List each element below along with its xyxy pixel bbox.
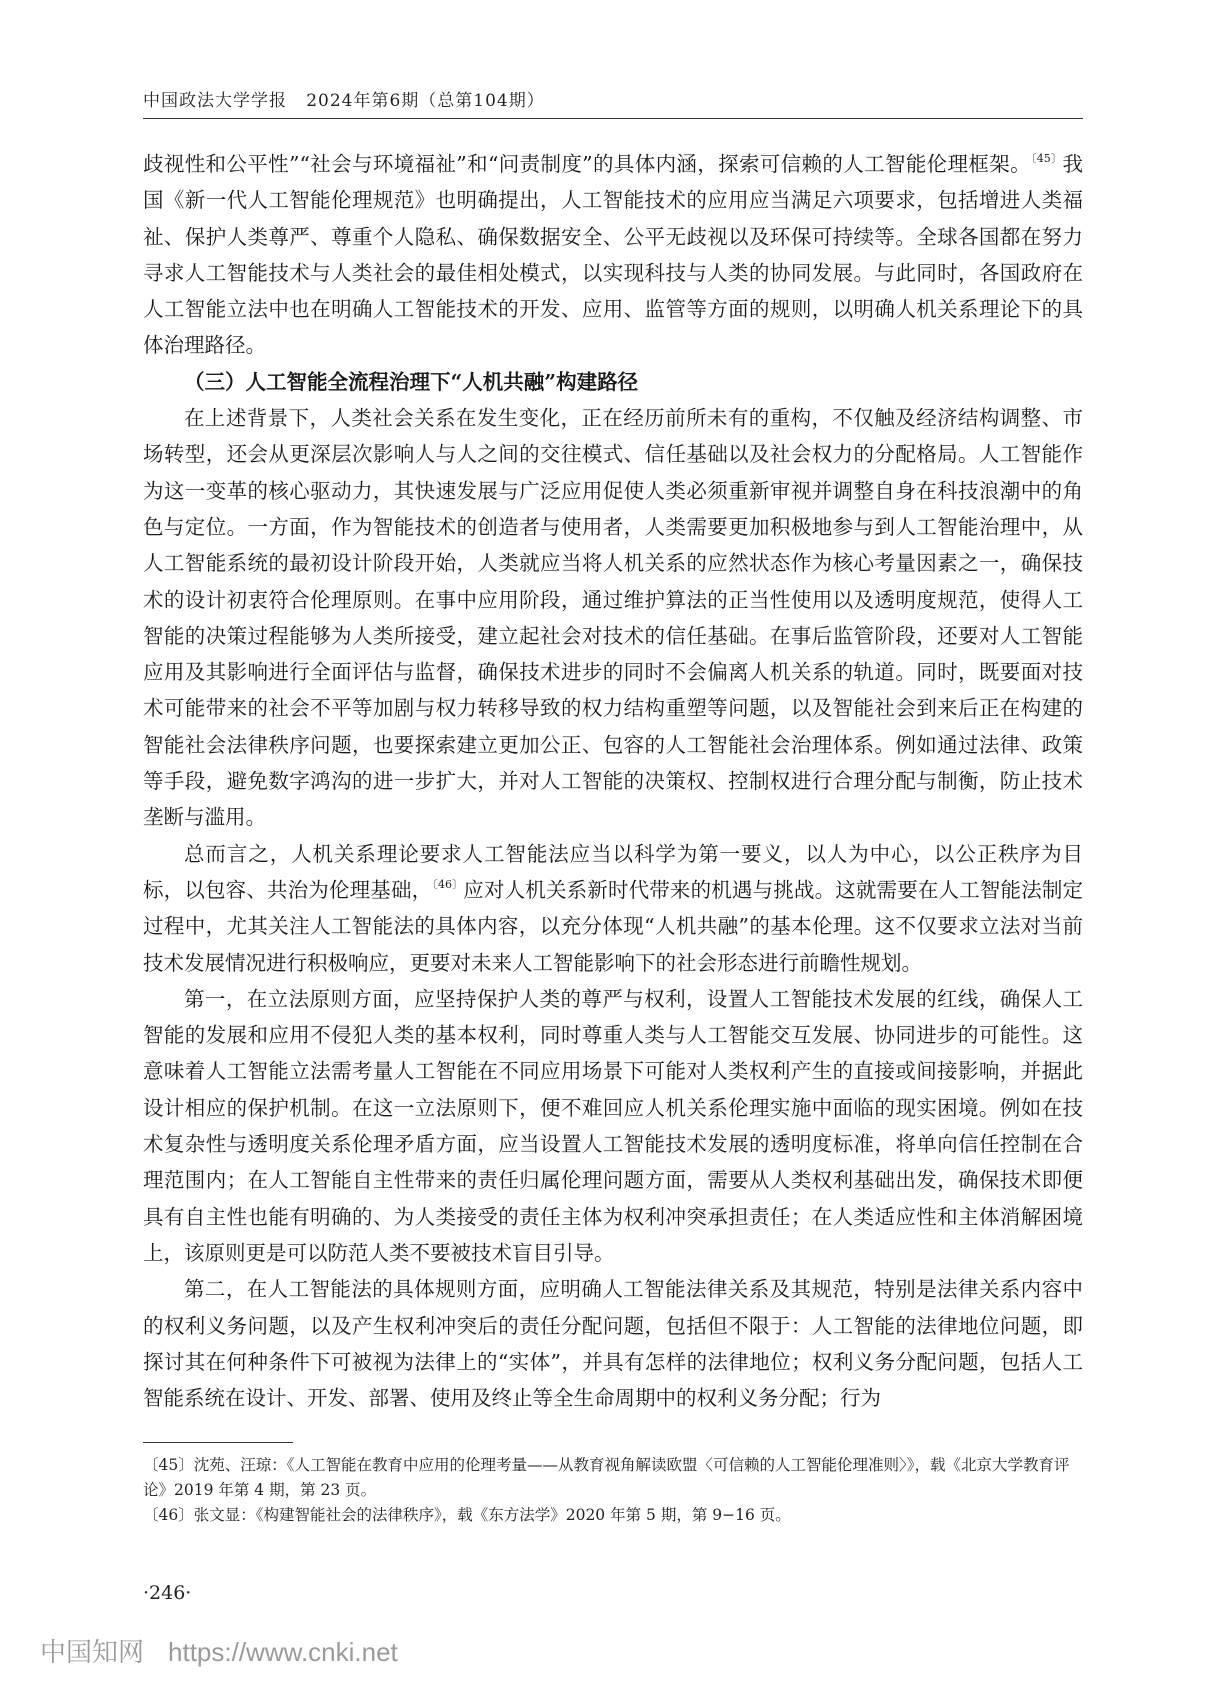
header-rule: [143, 118, 1083, 119]
citation-46: 〔46〕: [432, 877, 464, 891]
watermark-brand: 中国知网: [40, 1637, 145, 1667]
running-header: [143, 86, 1083, 111]
main-text: [143, 146, 1083, 1416]
paragraph-5: 第二，在人工智能法的具体规则方面，应明确人工智能法律关系及其规范，特别是法律关系内容中的权利义务问题，以及产生权利冲突后的责任分配问题，包括但不限于：人工智能的法律地位问题，即探讨其在何种条件下可被视为法律上的“实体”，并具有怎样的法律地位；权利义务分配问题，包括人工智能系统在设计、开发、部署、使用及终止等全生命周期中的权利义务分配；行为: [143, 1277, 1083, 1411]
paragraph-1: [143, 146, 1083, 364]
footnotes: [143, 1453, 1083, 1528]
footnote-rule: [143, 1442, 293, 1443]
paragraph-3b-text: 应对人机关系新时代带来的机遇与挑战。这就需要在人工智能法制定过程中，尤其关注人工智能法的具体内容，以充分体现“人机共融”的基本伦理。这不仅要求立法对当前技术发展情况进行积极响应，更要对未来人工智能影响下的社会形态进行前瞻性规划。: [143, 877, 1084, 975]
footnote-46: 〔46〕张文显：《构建智能社会的法律秩序》，载《东方法学》2020 年第 5 期，第 9−16 页。: [143, 1506, 791, 1524]
cnki-watermark: [40, 1632, 398, 1669]
issue-info: 2024年第6期（总第104期）: [306, 91, 545, 111]
paragraph-3: [143, 836, 1083, 981]
page-number: ·246·: [143, 1582, 192, 1604]
citation-45: 〔45〕: [1030, 152, 1063, 165]
journal-name: 中国政法大学学报: [143, 91, 287, 111]
paragraph-3a-text: 总而言之，人机关系理论要求人工智能法应当以科学为第一要义，以人为中心，以公正秩序为目标，以包容、共治为伦理基础，: [143, 841, 1083, 902]
paragraph-1b-text: 我国《新一代人工智能伦理规范》也明确提出，人工智能技术的应用应当满足六项要求，包括增进人类福祉、保护人类尊严、尊重个人隐私、确保数据安全、公平无歧视以及环保可持续等。全球各国都在努力寻求人工智能技术与人类社会的最佳相处模式，以实现科技与人类的协同发展。与此同时，各国政府在人工智能立法中也在明确人工智能技术的开发、应用、监管等方面的规则，以明确人机关系理论下的具体治理路径。: [143, 152, 1083, 358]
paragraph-1-text: 歧视性和公平性”“社会与环境福祉”和“问责制度”的具体内涵，探索可信赖的人工智能伦理框架。: [143, 152, 1031, 176]
paragraph-2: 在上述背景下，人类社会关系在发生变化，正在经历前所未有的重构，不仅触及经济结构调整、市场转型，还会从更深层次影响人与人之间的交往模式、信任基础以及社会权力的分配格局。人工智能作为这一变革的核心驱动力，其快速发展与广泛应用促使人类必须重新审视并调整自身在科技浪潮中的角色与定位。一方面，作为智能技术的创造者与使用者，人类需要更加积极地参与到人工智能治理中，从人工智能系统的最初设计阶段开始，人类就应当将人机关系的应然状态作为核心考量因素之一，确保技术的设计初衷符合伦理原则。在事中应用阶段，通过维护算法的正当性使用以及透明度规范，使得人工智能的决策过程能够为人类所接受，建立起社会对技术的信任基础。在事后监管阶段，还要对人工智能应用及其影响进行全面评估与监督，确保技术进步的同时不会偏离人机关系的轨道。同时，既要面对技术可能带来的社会不平等加剧与权力转移导致的权力结构重塑等问题，以及智能社会到来后正在构建的智能社会法律秩序问题，也要探索建立更加公正、包容的人工智能社会治理体系。例如通过法律、政策等手段，避免数字鸿沟的进一步扩大，并对人工智能的决策权、控制权进行合理分配与制衡，防止技术垄断与滥用。: [143, 406, 1083, 830]
section-heading: （三）人工智能全流程治理下“人机共融”构建路径: [184, 369, 639, 394]
paragraph-4: 第一，在立法原则方面，应坚持保护人类的尊严与权利，设置人工智能技术发展的红线，确保人工智能的发展和应用不侵犯人类的基本权利，同时尊重人类与人工智能交互发展、协同进步的可能性。这意味着人工智能立法需考量人工智能在不同应用场景下可能对人类权利产生的直接或间接影响，并据此设计相应的保护机制。在这一立法原则下，便不难回应人机关系伦理实施中面临的现实困境。例如在技术复杂性与透明度关系伦理矛盾方面，应当设置人工智能技术发展的透明度标准，将单向信任控制在合理范围内；在人工智能自主性带来的责任归属伦理问题方面，需要从人类权利基础出发，确保技术即便具有自主性也能有明确的、为人类接受的责任主体为权利冲突承担责任；在人类适应性和主体消解困境上，该原则更是可以防范人类不要被技术盲目引导。: [143, 986, 1083, 1265]
footnote-45: 〔45〕沈苑、汪琼：《人工智能在教育中应用的伦理考量——从教育视角解读欧盟〈可信赖的人工智能伦理准则〉》，载《北京大学教育评论》2019 年第 4 期，第 23 页。: [143, 1456, 1070, 1499]
watermark-url: https://www.cnki.net: [168, 1637, 398, 1667]
